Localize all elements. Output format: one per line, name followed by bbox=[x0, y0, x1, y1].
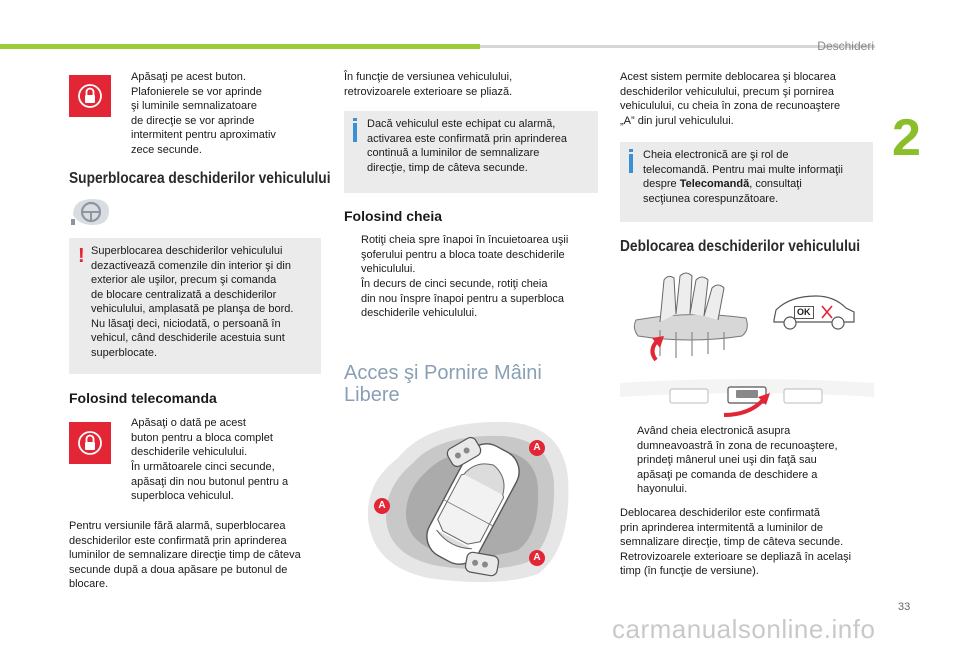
zone-label-badge: A bbox=[374, 498, 390, 514]
car-side-illustration bbox=[770, 290, 858, 332]
section-title: Deschideri bbox=[817, 39, 874, 53]
page-number: 33 bbox=[898, 601, 911, 613]
paragraph: Acest sistem permite deblocarea şi blocarea deschiderilor vehiculului, precum şi pornirea vehiculului, cu cheia în zona de recunoaştere „A” din jurul vehiculului. bbox=[620, 71, 841, 127]
heading-superblocking: Superblocarea deschiderilor vehiculului bbox=[69, 170, 331, 187]
heading-unlocking: Deblocarea deschiderilor vehiculului bbox=[620, 238, 861, 255]
ok-indicator: OK bbox=[794, 306, 814, 319]
padlock-icon bbox=[78, 429, 102, 457]
info-box bbox=[344, 111, 598, 193]
lock-button-icon bbox=[69, 75, 111, 117]
steering-wheel-icon bbox=[69, 195, 113, 229]
warning-icon: ! bbox=[78, 245, 85, 267]
recognition-zone-diagram bbox=[358, 418, 588, 586]
info-icon bbox=[352, 118, 358, 142]
paragraph: În funcţie de versiunea vehiculului, retrovizoarele exterioare se pliază. bbox=[344, 71, 513, 98]
zone-label-badge: A bbox=[529, 440, 545, 456]
subheading-key: Folosind cheia bbox=[344, 208, 443, 224]
tailgate-button-illustration bbox=[620, 375, 874, 425]
info-box bbox=[620, 142, 873, 222]
info-text: Dacă vehiculul este echipat cu alarmă, activarea este confirmată prin aprinderea continuă a luminilor de semnalizare direcţie, timp de câteva secunde. bbox=[367, 118, 567, 174]
warning-box bbox=[69, 238, 321, 374]
header-accent-bar bbox=[0, 44, 480, 49]
heading-hands-free: Acces şi Pornire Mâini Libere bbox=[344, 362, 542, 406]
lock-button-icon bbox=[69, 422, 111, 464]
zone-label-badge: A bbox=[529, 550, 545, 566]
info-icon bbox=[628, 149, 634, 173]
paragraph: Pentru versiunile fără alarmă, superblocarea deschiderilor este confirmată prin aprinderea luminilor de semnalizare direcţie timp de câteva secunde după a doua apăsare pe butonul de blocare. bbox=[69, 520, 301, 590]
door-handle-illustration bbox=[630, 270, 752, 362]
warning-text: Superblocarea deschiderilor vehiculului dezactivează comenzile din interior şi din exterior ale uşilor, precum şi comanda de blocare centralizată a deschiderilor vehiculului, amplasată pe planşa de bord. Nu lăsaţi deci, niciodată, o persoană în vehicul, când deschiderile acestuia sunt superblocate. bbox=[91, 245, 294, 359]
info-text: Cheia electronică are şi rol de telecomandă. Pentru mai multe informaţii despre Telecomandă, consultaţi secţiunea corespunzătoare. bbox=[643, 149, 843, 205]
paragraph: Deblocarea deschiderilor este confirmată prin aprinderea intermitentă a luminilor de semnalizare direcţie, timp de câteva secunde. Retrovizoarele exterioare se depliază în acelaşi timp (în funcţie de versiune). bbox=[620, 507, 852, 577]
subheading-remote: Folosind telecomanda bbox=[69, 390, 217, 406]
padlock-icon bbox=[78, 82, 102, 110]
chapter-number: 2 bbox=[892, 109, 921, 167]
header-rule bbox=[480, 45, 875, 48]
watermark: carmanualsonline.info bbox=[612, 614, 876, 644]
